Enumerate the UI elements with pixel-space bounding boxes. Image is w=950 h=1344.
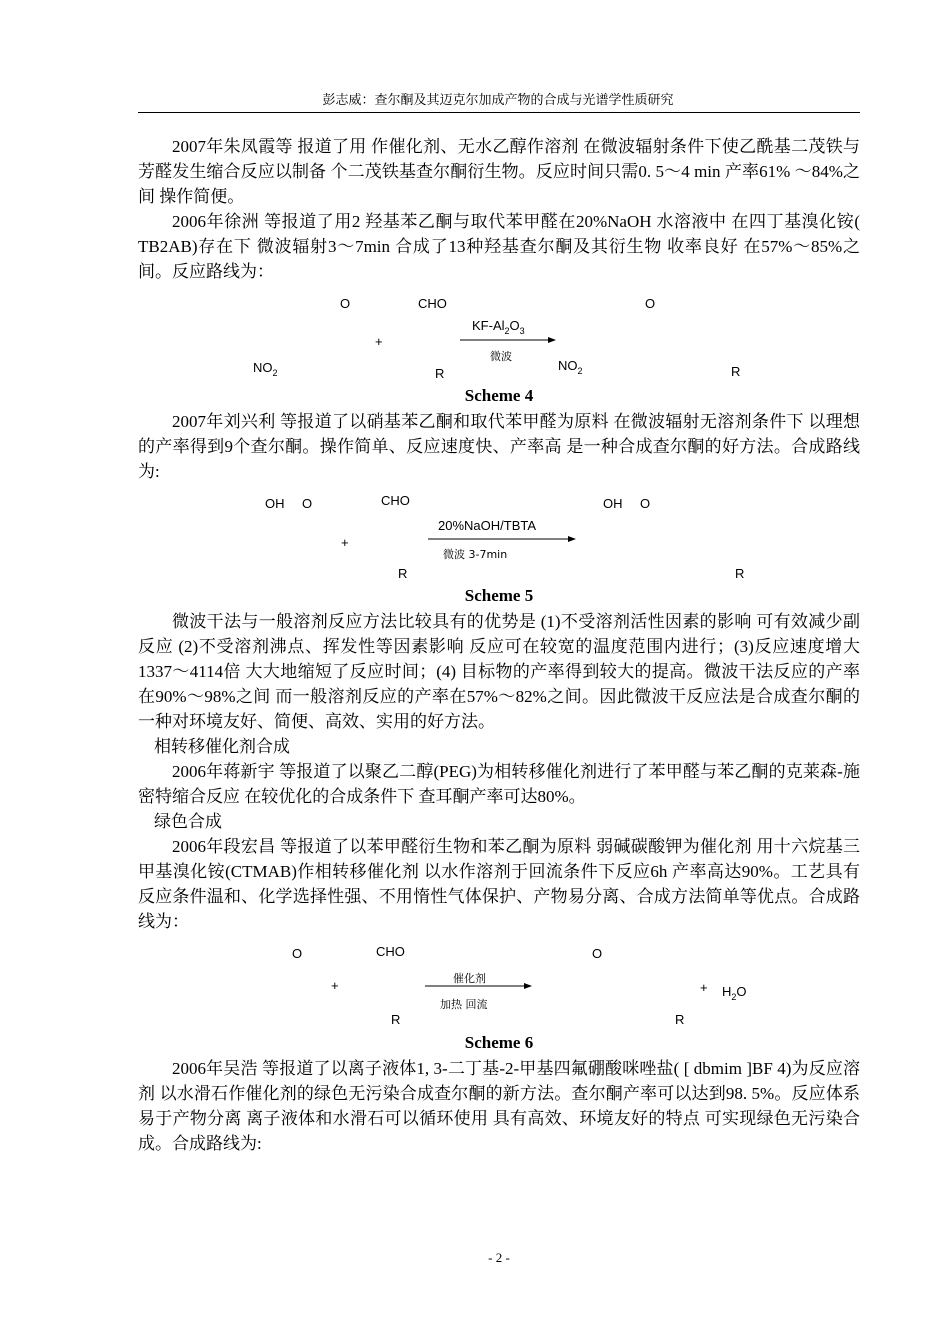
s5-product-oh: OH <box>603 496 623 511</box>
scheme-5-caption: Scheme 5 <box>464 586 534 605</box>
paragraph-jiang-xinyu: 2006年蒋新宇 等报道了以聚乙二醇(PEG)为相转移催化剂进行了苯甲醛与苯乙酮的克莱森-施密特缩合反应 在较优化的合成条件下 查耳酮产率可达80%。 <box>138 762 860 806</box>
s4-reactant1-o: O <box>340 296 351 311</box>
scheme-4-diagram <box>0 290 950 390</box>
s5-reactant2-cho: CHO <box>381 493 410 508</box>
s4-reagent-top: $KF-Al_2O_3$ <box>472 318 525 336</box>
paragraph-duan-hongchang: 2006年段宏昌 等报道了以苯甲醛衍生物和苯乙酮为原料 弱碱碳酸钾为催化剂 用十六烷基三甲基溴化铵(CTMAB)作相转移催化剂 以水作溶剂于回流条件下反应6h 产率高达90%。工艺具有反应条件温和、化学选择性强、不用惰性气体保护、产物易分离、合成方法简单等优点。合成路线为： <box>138 837 860 931</box>
s6-reagent-bottom: 加热 回流 <box>440 998 488 1011</box>
s5-reactant1-oh: OH <box>265 496 285 511</box>
s4-product-o: O <box>645 296 656 311</box>
s6-byproduct-plus: + <box>700 980 708 995</box>
paragraph-liu-xingli: 2007年刘兴利 等报道了以硝基苯乙酮和取代苯甲醛为原料 在微波辐射无溶剂条件下 以理想的产率得到9个查尔酮。操作简单、反应速度快、产率高 是一种合成查尔酮的好方法。合成路线为: <box>138 412 860 481</box>
s5-plus: + <box>341 535 349 550</box>
running-header: 彭志威：查尔酮及其迈克尔加成产物的合成与光谱学性质研究 <box>322 93 674 108</box>
s4-product-r: R <box>731 364 741 379</box>
s5-arrow-head <box>568 536 576 542</box>
paragraph-xu-zhou: 2006年徐洲 等报道了用2 羟基苯乙酮与取代苯甲醛在20%NaOH 水溶液中 在四丁基溴化铵( TB2AB)存在下 微波辐射3～7min 合成了13种羟基查尔酮及其衍生物 收率良好 在57%～85%之间。反应路线为： <box>138 212 860 281</box>
s4-reactant1-no2: $NO_2$ <box>253 360 278 378</box>
header-rule <box>138 112 860 113</box>
paragraph-zhu-fengxia: 2007年朱凤霞等 报道了用 作催化剂、无水乙醇作溶剂 在微波辐射条件下使乙酰基二茂铁与芳醛发生缩合反应以制备 个二茂铁基查尔酮衍生物。反应时间只需0. 5～4 min 产率61% ～84%之间 操作简便。 <box>138 137 860 206</box>
s6-product-o: O <box>592 946 603 961</box>
scheme-4-caption: Scheme 4 <box>464 386 534 405</box>
s4-arrow-head <box>548 337 556 343</box>
s4-product-no2: $NO_2$ <box>558 358 583 376</box>
s4-reagent-bottom: 微波 <box>490 350 512 363</box>
s6-plus: + <box>331 978 339 993</box>
scheme-6-caption: Scheme 6 <box>464 1033 534 1052</box>
paragraph-microwave-advantages: 微波干法与一般溶剂反应方法比较具有的优势是 (1)不受溶剂活性因素的影响 可有效减少副反应 (2)不受溶剂沸点、挥发性等因素影响 反应可在较宽的温度范围内进行；(3)反应速度增大1337～4114倍 大大地缩短了反应时间；(4) 目标物的产率得到较大的提高。微波干法反应的产率在90%～98%之间 而一般溶剂反应的产率在57%～82%之间。因此微波干反应法是合成查尔酮的一种对环境友好、简便、高效、实用的好方法。 <box>138 612 860 731</box>
s6-reactant2-r: R <box>391 1012 401 1027</box>
s5-reactant1-o: O <box>302 496 313 511</box>
subheading-green-synthesis: 绿色合成 <box>154 812 222 831</box>
s5-reagent-bottom: 微波 3-7min <box>443 548 508 561</box>
s6-reactant2-cho: CHO <box>376 944 405 959</box>
s6-product-r: R <box>675 1012 685 1027</box>
s5-reagent-top: 20%NaOH/TBTA <box>438 518 537 533</box>
s6-byproduct-water: $H_2O$ <box>722 984 747 1002</box>
paragraph-wu-hao: 2006年吴浩 等报道了以离子液体1, 3-二丁基-2-甲基四氟硼酸咪唑盐( [ dbmim ]BF 4)为反应溶剂 以水滑石作催化剂的绿色无污染合成查尔酮的新方法。查尔酮产率可以达到98. 5%。反应体系易于产物分离 离子液体和水滑石可以循环使用 具有高效、环境友好的特点 可实现绿色无污染合成。合成路线为: <box>138 1059 860 1153</box>
page-number: - 2 - <box>488 1250 510 1265</box>
subheading-phase-transfer: 相转移催化剂合成 <box>154 737 290 756</box>
scheme-5-diagram <box>0 490 950 585</box>
s6-reactant1-o: O <box>292 946 303 961</box>
s4-plus: + <box>375 334 383 349</box>
s4-reactant2-cho: CHO <box>418 296 447 311</box>
s5-product-r: R <box>735 566 745 581</box>
s4-reactant2-r: R <box>435 366 445 381</box>
s5-product-o: O <box>640 496 651 511</box>
s5-reactant2-r: R <box>398 566 408 581</box>
s6-arrow-head <box>524 983 532 989</box>
s6-reagent-top: 催化剂 <box>453 972 486 985</box>
scheme-6-diagram <box>0 940 950 1030</box>
